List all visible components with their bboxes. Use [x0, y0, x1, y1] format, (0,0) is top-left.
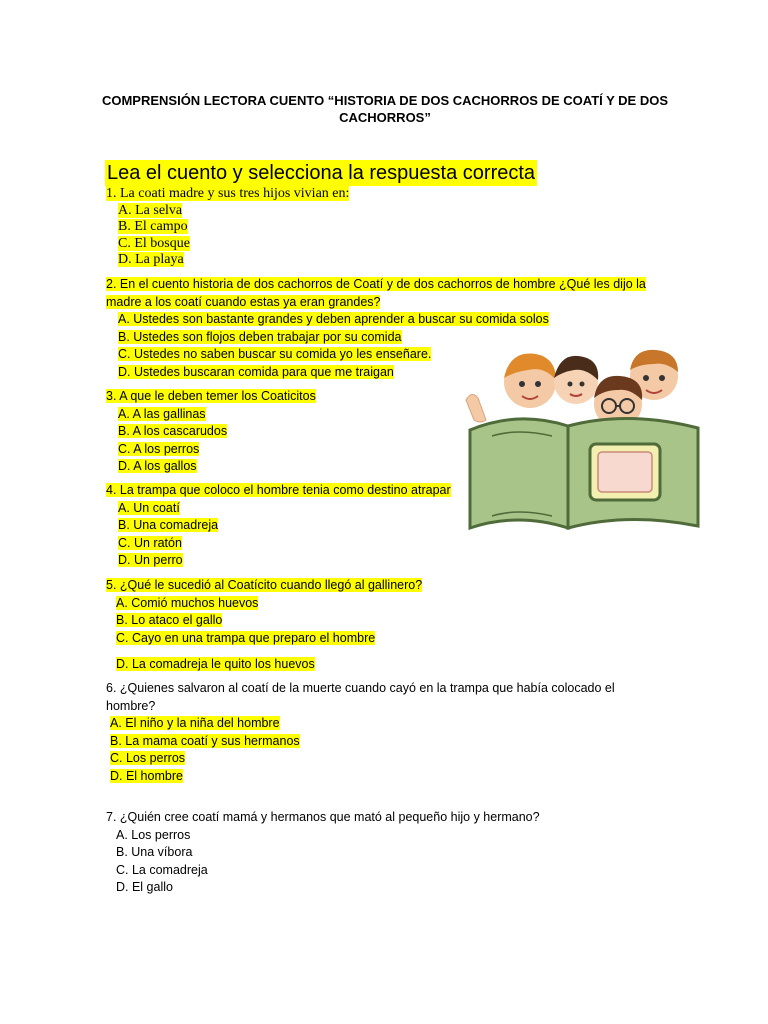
question-3-option-c: C. A los perros: [118, 441, 200, 456]
question-1: [106, 186, 349, 269]
question-6-option-a: A. El niño y la niña del hombre: [110, 716, 280, 730]
question-6-text-line-2: hombre?: [106, 698, 156, 713]
question-7-option-d: D. El gallo: [116, 880, 173, 894]
waving-hand: [466, 394, 486, 422]
question-6-text-line-1: 6. ¿Quienes salvaron al coatí de la muerte cuando cayó en la trampa que había colocado el: [106, 681, 615, 695]
question-4-option-b: B. Una comadreja: [118, 518, 219, 532]
question-7: [106, 809, 540, 897]
question-3: [106, 388, 316, 476]
question-4: [106, 482, 451, 570]
question-7-option-c: C. La comadreja: [116, 862, 208, 877]
question-4-option-a: A. Un coatí: [118, 500, 180, 515]
child-middle-left: [554, 356, 598, 404]
question-1-option-b: B. El campo: [118, 219, 188, 234]
document-title: COMPRENSIÓN LECTORA CUENTO “HISTORIA DE DOS CACHORROS DE COATÍ Y DE DOS CACHORROS”: [101, 93, 669, 125]
children-reading-image: [458, 340, 708, 530]
children-reading-illustration: [458, 340, 708, 530]
question-1-option-c: C. El bosque: [118, 235, 190, 251]
question-3-text: 3. A que le deben temer los Coaticitos: [106, 389, 316, 403]
question-5-option-d: D. La comadreja le quito los huevos: [116, 657, 315, 671]
question-2-option-d: D. Ustedes buscaran comida para que me traigan: [118, 364, 394, 379]
question-3-option-b: B. A los cascarudos: [118, 424, 228, 438]
question-5-text: 5. ¿Qué le sucedió al Coatícito cuando llegó al gallinero?: [106, 578, 423, 592]
question-2-option-a: A. Ustedes son bastante grandes y deben aprender a buscar su comida solos: [118, 312, 549, 326]
question-2-option-c: C. Ustedes no saben buscar su comida yo les enseñare.: [118, 347, 432, 361]
question-7-option-b: B. Una víbora: [116, 845, 193, 859]
question-5-option-c: C. Cayo en una trampa que preparo el hombre: [116, 630, 376, 645]
question-6: [106, 680, 615, 785]
question-6-option-d: D. El hombre: [110, 768, 183, 783]
child-left: [504, 354, 556, 409]
question-7-text: 7. ¿Quién cree coatí mamá y hermanos que mató al pequeño hijo y hermano?: [106, 810, 540, 824]
question-5: [106, 577, 422, 674]
question-7-option-a: A. Los perros: [116, 827, 191, 842]
question-4-text: 4. La trampa que coloco el hombre tenia como destino atrapar: [106, 483, 451, 497]
question-3-option-a: A. A las gallinas: [118, 406, 206, 421]
question-1-text: 1. La coati madre y sus tres hijos vivian en:: [106, 186, 350, 201]
question-6-option-b: B. La mama coatí y sus hermanos: [110, 733, 300, 748]
question-4-option-d: D. Un perro: [118, 553, 183, 567]
question-5-option-b: B. Lo ataco el gallo: [116, 613, 223, 627]
instructions-heading: Lea el cuento y selecciona la respuesta correcta: [107, 162, 536, 184]
question-6-option-c: C. Los perros: [110, 751, 186, 765]
question-2-text-line-2: madre a los coatí cuando estas ya eran grandes?: [106, 294, 381, 309]
question-4-option-c: C. Un ratón: [118, 535, 182, 550]
question-2-text-line-1: 2. En el cuento historia de dos cachorros de Coatí y de dos cachorros de hombre ¿Qué les dijo la: [106, 277, 646, 291]
question-2-option-b: B. Ustedes son flojos deben trabajar por su comida: [118, 329, 402, 344]
question-3-option-d: D. A los gallos: [118, 459, 197, 473]
question-1-option-a: A. La selva: [118, 202, 183, 218]
question-1-option-d: D. La playa: [118, 252, 184, 267]
book-icon: [470, 418, 698, 528]
question-5-option-a: A. Comió muchos huevos: [116, 595, 259, 610]
